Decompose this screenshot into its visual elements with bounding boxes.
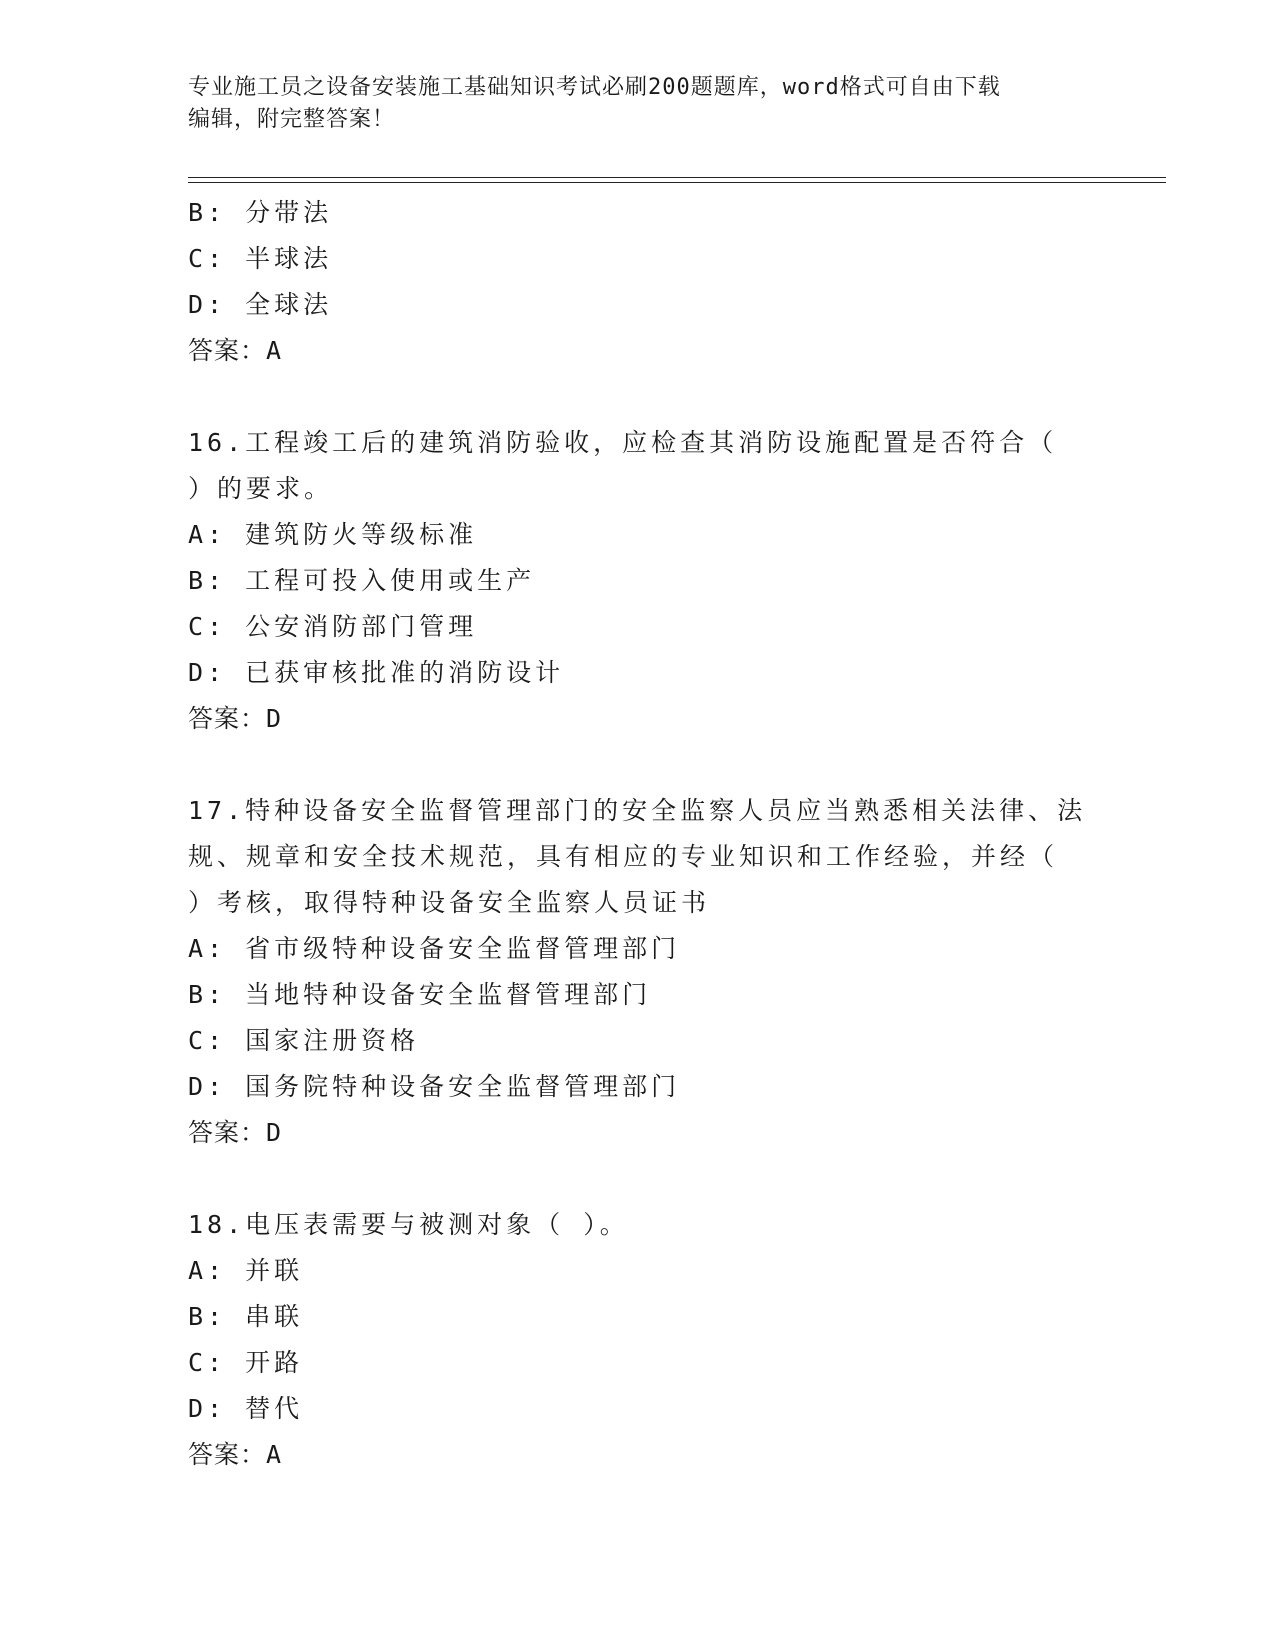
option-b — [188, 972, 1088, 1018]
option-key: A: — [188, 1256, 227, 1285]
stem-line: 18.电压表需要与被测对象（ ）。 — [188, 1210, 629, 1239]
option-text: 工程可投入使用或生产 — [245, 566, 536, 595]
option-text: 国务院特种设备安全监督管理部门 — [245, 1072, 681, 1101]
answer-line — [188, 1432, 1088, 1478]
question-stem — [188, 1202, 1088, 1248]
option-text: 替代 — [245, 1394, 304, 1423]
option-text: 已获审核批准的消防设计 — [245, 658, 565, 687]
stem-line: ）的要求。 — [188, 474, 334, 503]
answer-label: 答案： — [188, 704, 267, 733]
answer-line — [188, 328, 1088, 374]
answer-line — [188, 696, 1088, 742]
answer-value: D — [266, 1118, 283, 1147]
spacer — [188, 742, 1088, 788]
option-key: B: — [188, 1302, 227, 1331]
stem-line: ）考核，取得特种设备安全监察人员证书 — [188, 888, 711, 917]
option-b — [188, 1294, 1088, 1340]
option-c — [188, 236, 1088, 282]
answer-label: 答案： — [188, 1440, 267, 1469]
option-key: D: — [188, 290, 227, 319]
option-c — [188, 1340, 1088, 1386]
answer-line — [188, 1110, 1088, 1156]
question-15-continued — [188, 190, 1088, 374]
question-17 — [188, 788, 1088, 1156]
question-stem — [188, 420, 1088, 512]
option-b — [188, 190, 1088, 236]
option-text: 当地特种设备安全监督管理部门 — [245, 980, 652, 1009]
option-text: 国家注册资格 — [245, 1026, 420, 1055]
option-d — [188, 1386, 1088, 1432]
header-line-1: 专业施工员之设备安装施工基础知识考试必刷200题题库，word格式可自由下载 — [188, 75, 1001, 100]
option-d — [188, 282, 1088, 328]
spacer — [188, 1156, 1088, 1202]
option-key: D: — [188, 658, 227, 687]
stem-line: 规、规章和安全技术规范，具有相应的专业知识和工作经验，并经（ — [188, 842, 1059, 871]
header-divider-bottom — [188, 182, 1166, 183]
option-a — [188, 512, 1088, 558]
document-header — [188, 72, 1068, 136]
option-text: 半球法 — [245, 244, 333, 273]
question-stem — [188, 788, 1088, 926]
option-key: C: — [188, 1026, 227, 1055]
answer-value: A — [266, 1440, 283, 1469]
option-text: 分带法 — [245, 198, 333, 227]
answer-label: 答案： — [188, 336, 267, 365]
option-key: B: — [188, 566, 227, 595]
option-key: C: — [188, 1348, 227, 1377]
stem-line: 17.特种设备安全监督管理部门的安全监察人员应当熟悉相关法律、法 — [188, 796, 1087, 825]
option-key: D: — [188, 1072, 227, 1101]
answer-value: A — [266, 336, 283, 365]
header-divider-top — [188, 177, 1166, 178]
option-text: 并联 — [245, 1256, 304, 1285]
option-text: 开路 — [245, 1348, 304, 1377]
question-list — [188, 190, 1088, 1478]
answer-value: D — [266, 704, 283, 733]
option-key: A: — [188, 934, 227, 963]
option-text: 公安消防部门管理 — [245, 612, 478, 641]
option-a — [188, 1248, 1088, 1294]
option-c — [188, 604, 1088, 650]
option-b — [188, 558, 1088, 604]
spacer — [188, 374, 1088, 420]
option-a — [188, 926, 1088, 972]
stem-line: 16.工程竣工后的建筑消防验收，应检查其消防设施配置是否符合（ — [188, 428, 1058, 457]
header-line-2: 编辑，附完整答案！ — [188, 107, 396, 132]
option-key: D: — [188, 1394, 227, 1423]
option-text: 建筑防火等级标准 — [245, 520, 478, 549]
question-16 — [188, 420, 1088, 742]
option-key: B: — [188, 980, 227, 1009]
option-key: C: — [188, 244, 227, 273]
option-d — [188, 650, 1088, 696]
option-key: C: — [188, 612, 227, 641]
option-d — [188, 1064, 1088, 1110]
option-text: 省市级特种设备安全监督管理部门 — [245, 934, 681, 963]
option-key: A: — [188, 520, 227, 549]
question-18 — [188, 1202, 1088, 1478]
option-key: B: — [188, 198, 227, 227]
option-text: 串联 — [245, 1302, 304, 1331]
option-c — [188, 1018, 1088, 1064]
answer-label: 答案： — [188, 1118, 267, 1147]
option-text: 全球法 — [245, 290, 333, 319]
